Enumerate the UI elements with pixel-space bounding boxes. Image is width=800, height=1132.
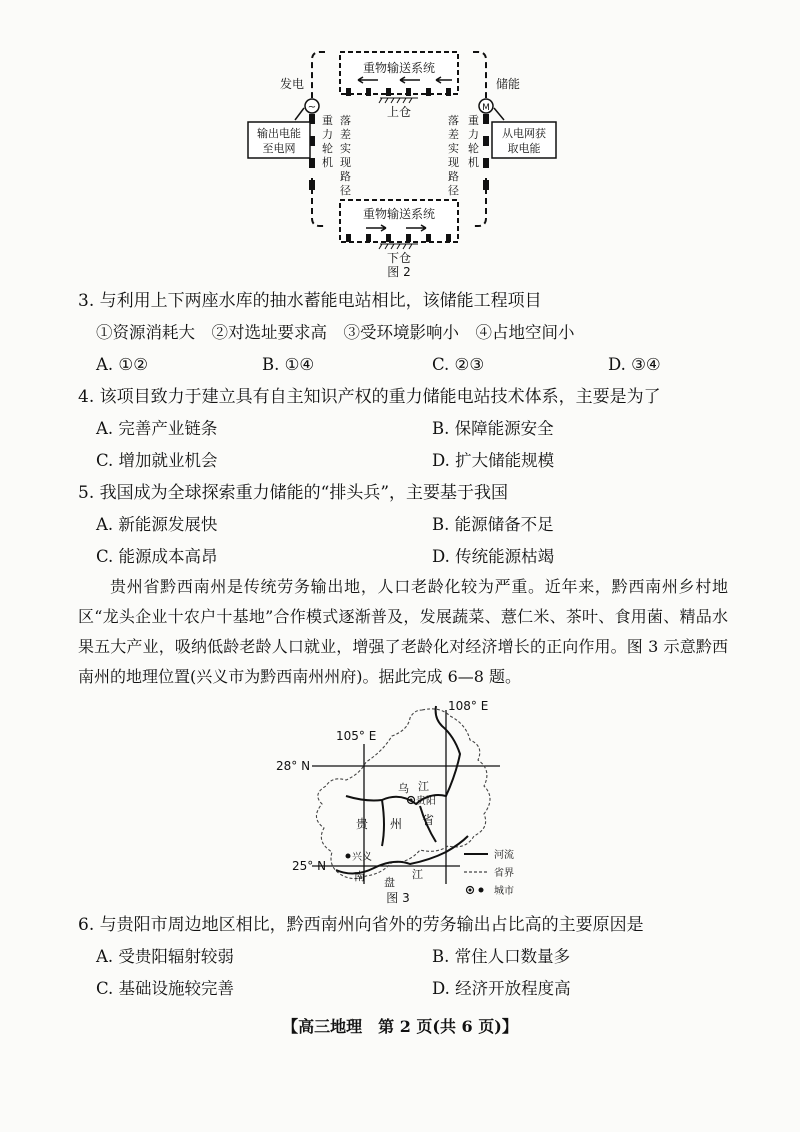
lower-store-label: 下仓: [386, 251, 412, 265]
input-box-line-2: 取电能: [507, 142, 541, 155]
lat-25-label: 25° N: [292, 859, 327, 873]
lat-28-label: 28° N: [276, 759, 311, 773]
question-6-option-c[interactable]: C. 基础设施较完善: [96, 979, 235, 998]
xingyi-city-icon: [346, 854, 351, 859]
input-box-line-1: 从电网获: [502, 127, 546, 140]
question-4-option-b[interactable]: B. 保障能源安全: [432, 419, 554, 438]
question-5-option-d[interactable]: D. 传统能源枯竭: [432, 547, 555, 566]
legend-boundary-label: 省界: [494, 868, 514, 879]
question-5-stem: 5. 我国成为全球探索重力储能的“排头兵”，主要基于我国: [78, 483, 509, 503]
lower-store-hatch: [379, 244, 418, 249]
left-machine-label: [322, 113, 333, 169]
question-4-option-d[interactable]: D. 扩大储能规模: [432, 451, 555, 470]
question-6-option-d[interactable]: D. 经济开放程度高: [432, 979, 571, 998]
svg-text:实: 实: [448, 142, 459, 155]
page-footer: 【高三地理 第 2 页(共 6 页)】: [282, 1017, 518, 1036]
svg-text:落: 落: [448, 114, 459, 127]
upper-store-label: 上仓: [386, 105, 412, 119]
question-3-option-a[interactable]: A. ①②: [96, 355, 148, 374]
question-3-option-c[interactable]: C. ②③: [432, 355, 485, 374]
question-4-option-c[interactable]: C. 增加就业机会: [96, 451, 218, 470]
nan-label: 南: [354, 870, 365, 883]
output-box-line-2: 至电网: [262, 142, 296, 155]
svg-text:路: 路: [340, 170, 351, 183]
question-3-items: ①资源消耗大 ②对选址要求高 ③受环境影响小 ④占地空间小: [96, 323, 575, 342]
motor-symbol: M: [482, 103, 490, 113]
jiang-2-label: 江: [412, 868, 423, 881]
svg-text:轮: 轮: [468, 142, 479, 155]
svg-text:差: 差: [340, 128, 351, 141]
question-4-stem: 4. 该项目致力于建立具有自主知识产权的重力储能电站技术体系，主要是为了: [78, 387, 661, 407]
figure-2-caption: 图 2: [387, 265, 411, 279]
lon-105-label: 105° E: [336, 729, 377, 743]
svg-text:重: 重: [468, 114, 479, 127]
figure-3-caption: 图 3: [386, 891, 410, 904]
lon-108-label: 108° E: [448, 699, 489, 713]
store-label: 储能: [495, 77, 521, 91]
sheng-label: 省: [422, 813, 435, 827]
question-5-option-b[interactable]: B. 能源储备不足: [432, 515, 554, 534]
question-6-stem: 6. 与贵阳市周边地区相比，黔西南州向省外的劳务输出占比高的主要原因是: [78, 915, 644, 935]
legend-city-label: 城市: [494, 886, 514, 897]
svg-text:实: 实: [340, 142, 351, 155]
top-system-label: 重物输送系统: [362, 61, 436, 75]
tributary-1: [382, 800, 384, 846]
svg-text:现: 现: [340, 156, 351, 169]
guiyang-label: 贵阳: [416, 796, 436, 807]
question-3-stem: 3. 与利用上下两座水库的抽水蓄能电站相比，该储能工程项目: [78, 291, 542, 311]
svg-text:力: 力: [468, 128, 479, 141]
output-box-line-1: 输出电能: [257, 127, 301, 140]
legend-river-label: 河流: [494, 850, 514, 861]
xingyi-label: 兴义: [352, 852, 372, 863]
svg-text:机: 机: [468, 156, 479, 169]
bottom-system-label: 重物输送系统: [362, 207, 436, 221]
motor-arrow: [494, 108, 504, 120]
question-5-option-a[interactable]: A. 新能源发展快: [96, 515, 218, 534]
upper-store-hatch: [379, 98, 418, 103]
svg-text:重: 重: [322, 114, 333, 127]
svg-text:差: 差: [448, 128, 459, 141]
question-5-option-c[interactable]: C. 能源成本高昂: [96, 547, 218, 566]
svg-text:落: 落: [340, 114, 351, 127]
question-6-option-a[interactable]: A. 受贵阳辐射较弱: [96, 947, 234, 966]
question-4-option-a[interactable]: A. 完善产业链条: [96, 419, 218, 438]
question-3-option-b[interactable]: B. ①④: [262, 355, 315, 374]
question-6-option-b[interactable]: B. 常住人口数量多: [432, 947, 571, 966]
left-path-label: [340, 113, 351, 197]
svg-text:机: 机: [322, 156, 333, 169]
svg-text:现: 现: [448, 156, 459, 169]
figure-3-map: [270, 696, 540, 904]
generate-label: 发电: [279, 77, 305, 91]
generator-arrow: [295, 108, 304, 120]
svg-text:径: 径: [448, 184, 459, 197]
right-path-label: [448, 113, 459, 197]
passage-paragraph: 贵州省黔西南州是传统劳务输出地，人口老龄化较为严重。近年来，黔西南州乡村地区“龙头企业十农户十基地”合作模式逐渐普及，发展蔬菜、薏仁米、茶叶、食用菌、精品水果五大产业，吸纳低龄老龄人口就业，增强了老龄化对经济增长的正向作用。图 3 示意黔西南州的地理位置(兴义市为黔西南州州府)。据此完成 6—8 题。: [78, 577, 728, 686]
wu-label: 乌: [398, 782, 409, 795]
pan-label: 盘: [384, 876, 395, 889]
svg-text:力: 力: [322, 128, 333, 141]
svg-text:径: 径: [340, 184, 351, 197]
gui-label: 贵: [356, 817, 369, 831]
svg-text:路: 路: [448, 170, 459, 183]
svg-text:轮: 轮: [322, 142, 333, 155]
question-3-option-d[interactable]: D. ③④: [608, 355, 661, 374]
jiang-1-label: 江: [418, 780, 429, 793]
zhou-label: 州: [390, 817, 403, 831]
right-machine-label: [468, 113, 479, 169]
map-legend: [464, 848, 514, 897]
generator-symbol: ~: [307, 102, 317, 113]
figure-2-diagram: [240, 40, 570, 280]
